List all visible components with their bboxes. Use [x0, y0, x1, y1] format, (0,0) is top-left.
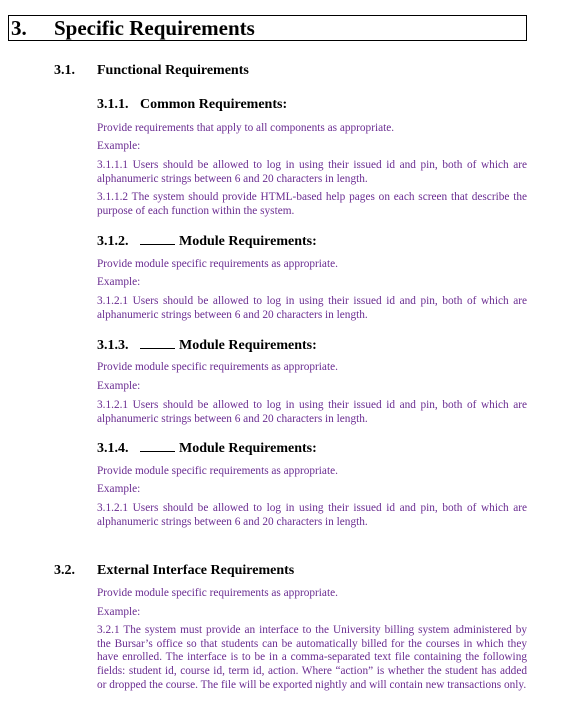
guidance-text: Provide requirements that apply to all components as appropriate.: [97, 122, 395, 134]
blank-underline: [140, 440, 175, 452]
guidance-text: Provide module specific requirements as appropriate.: [97, 587, 338, 599]
subsection-title: Module Requirements:: [179, 338, 317, 353]
chapter-number: 3.: [11, 16, 27, 40]
chapter-title: Specific Requirements: [54, 16, 255, 40]
subsection-heading-3-1-2: [97, 233, 317, 250]
subsection-title: Module Requirements:: [179, 441, 317, 456]
subsection-heading-3-1-4: [97, 440, 317, 457]
example-label: Example:: [97, 380, 141, 392]
section-title: Functional Requirements: [97, 63, 249, 78]
requirement-item: 3.1.2.1 Users should be allowed to log in using their issued id and pin, both of which are alphanumeric strings between 6 and 20 characters in length.: [97, 502, 527, 528]
guidance-text: Provide module specific requirements as appropriate.: [97, 258, 338, 270]
subsection-number: 3.1.2.: [97, 234, 129, 249]
subsection-number: 3.1.4.: [97, 441, 129, 456]
subsection-heading-3-1-1: [97, 97, 287, 113]
blank-underline: [140, 233, 175, 245]
subsection-title: Module Requirements:: [179, 234, 317, 249]
section-number: 3.1.: [54, 63, 75, 78]
section-title: External Interface Requirements: [97, 563, 295, 578]
requirement-item: 3.1.1.1 Users should be allowed to log in using their issued id and pin, both of which are alphanumeric strings between 6 and 20 characters in length.: [97, 159, 527, 185]
chapter-heading: [8, 15, 527, 41]
subsection-number: 3.1.3.: [97, 338, 129, 353]
example-label: Example:: [97, 140, 141, 152]
example-label: Example:: [97, 276, 141, 288]
example-label: Example:: [97, 483, 141, 495]
guidance-text: Provide module specific requirements as appropriate.: [97, 465, 338, 477]
subsection-number: 3.1.1.: [97, 97, 129, 112]
requirement-item: 3.1.2.1 Users should be allowed to log in using their issued id and pin, both of which are alphanumeric strings between 6 and 20 characters in length.: [97, 399, 527, 425]
blank-underline: [140, 337, 175, 349]
requirement-item: 3.1.2.1 Users should be allowed to log in using their issued id and pin, both of which are alphanumeric strings between 6 and 20 characters in length.: [97, 295, 527, 321]
subsection-heading-3-1-3: [97, 337, 317, 354]
subsection-title: Common Requirements:: [140, 97, 288, 112]
section-number: 3.2.: [54, 563, 75, 578]
requirement-item: 3.2.1 The system must provide an interface to the University billing system administered by the Bursar’s office so that students can be automatically billed for the courses in which they have enrolled. The interface is to be in a comma-separated text file containing the following fields: student id, course id, term id, action. Where “action” is whether the student has added or dropped the course. The file will be exported nightly and will contain new transactions only.: [97, 624, 527, 691]
requirement-item: 3.1.1.2 The system should provide HTML-based help pages on each screen that describe the purpose of each function within the system.: [97, 191, 527, 217]
example-label: Example:: [97, 606, 141, 618]
guidance-text: Provide module specific requirements as appropriate.: [97, 361, 338, 373]
